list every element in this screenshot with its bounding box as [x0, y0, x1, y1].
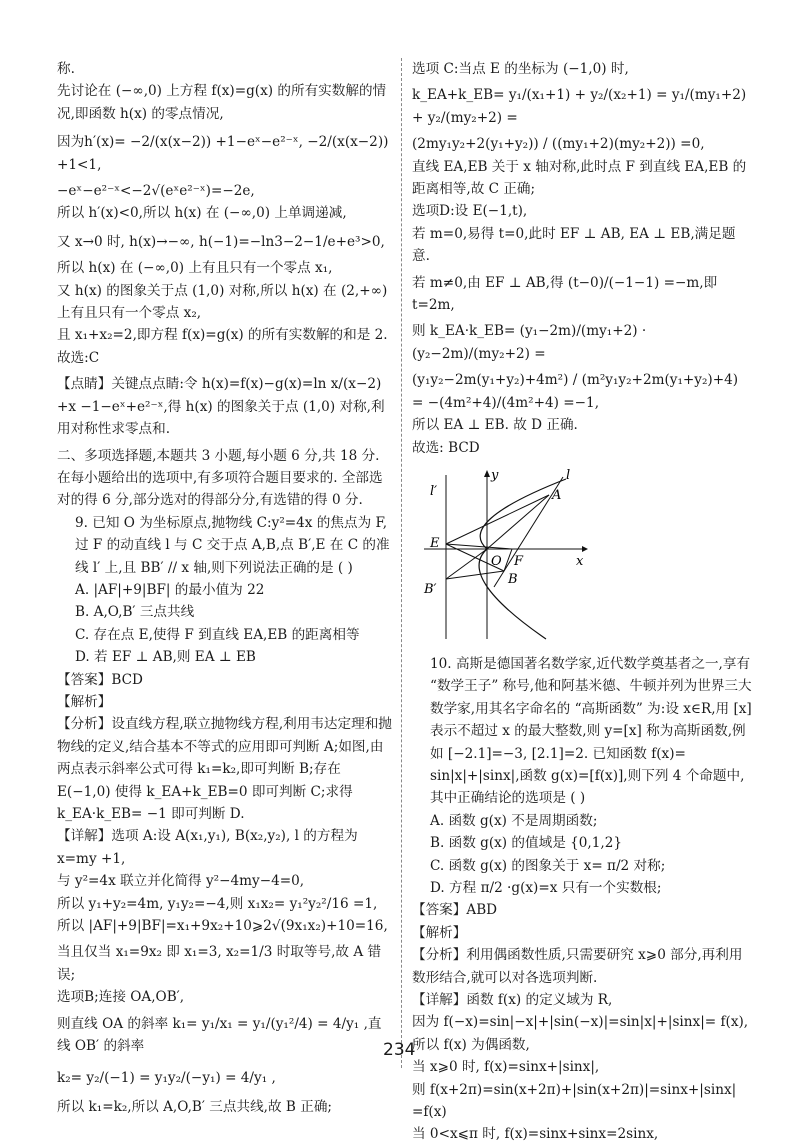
- y-axis-arrow: [484, 470, 490, 477]
- label-l: l: [566, 467, 571, 483]
- label-a: A: [552, 487, 562, 503]
- text-line: −eˣ−e²⁻ˣ<−2√(eˣe²⁻ˣ)=−2e,: [57, 183, 255, 200]
- text-line: k_EA+k_EB= y₁/(x₁+1) + y₂/(x₂+1) = y₁/(my₁+2) + y₂/(my₂+2) =: [412, 87, 747, 126]
- text-line: (y₁y₂−2m(y₁+y₂)+4m²) / (m²y₁y₂+2m(y₁+y₂)+4) = −(4m²+4)/(4m²+4) =−1,: [412, 372, 739, 411]
- text-line: 【分析】利用偶函数性质,只需要研究 x⩾0 部分,再利用数形结合,就可以对各选项判断.: [412, 947, 743, 986]
- text-line: k₂= y₂/(−1) = y₁y₂/(−y₁) = 4/y₁ ,: [57, 1070, 276, 1087]
- label-o: O: [491, 553, 502, 569]
- label-l-prime: l′: [430, 483, 438, 499]
- text-line: 所以 y₁+y₂=4m, y₁y₂=−4,则 x₁x₂= y₁²y₂²/16 =1,: [57, 895, 378, 912]
- page-number: 234: [383, 1040, 416, 1060]
- text-line: 故选: BCD: [412, 439, 480, 456]
- segment-oa: [487, 495, 549, 549]
- label-e: E: [430, 535, 440, 551]
- text-line: 又 h(x) 的图象关于点 (1,0) 对称,所以 h(x) 在 (2,+∞) 上有且只有一个零点 x₂,: [57, 282, 388, 322]
- text-line: 因为 f(−x)=sin|−x|+|sin(−x)|=sin|x|+|sinx|= f(x),所以 f(x) 为偶函数,: [412, 1014, 749, 1053]
- option-b: B. 函数 g(x) 的值域是 {0,1,2}: [430, 835, 623, 852]
- option-c: C. 存在点 E,使得 F 到直线 EA,EB 的距离相等: [75, 626, 360, 643]
- question-9: 9. 已知 O 为坐标原点,抛物线 C:y²=4x 的焦点为 F,过 F 的动直线 l 与 C 交于点 A,B,点 B′,E 在 C 的准线 l′ 上,且 BB′ // x 轴,则下列说法正确的是 ( ): [75, 514, 390, 576]
- text-line: 所以 h(x) 在 (−∞,0) 上有且只有一个零点 x₁,: [57, 260, 333, 277]
- text-line: 【详解】选项 A:设 A(x₁,y₁), B(x₂,y₂), l 的方程为 x=my +1,: [57, 828, 358, 867]
- text-line: 则 f(x+2π)=sin(x+2π)+|sin(x+2π)|=sinx+|sinx| =f(x): [412, 1081, 737, 1121]
- text-line: 故选:C: [57, 349, 100, 366]
- text-line: 且 x₁+x₂=2,即方程 f(x)=g(x) 的所有实数解的和是 2.: [57, 327, 388, 344]
- analysis-label: 【解析】: [57, 693, 112, 710]
- text-line: 【详解】函数 f(x) 的定义域为 R,: [412, 992, 613, 1008]
- text-line: 选项D:设 E(−1,t),: [412, 203, 528, 220]
- text-line: 选项 C:当点 E 的坐标为 (−1,0) 时,: [412, 61, 629, 77]
- option-b: B. A,O,B′ 三点共线: [75, 604, 195, 621]
- label-b: B: [508, 571, 518, 587]
- text-line: 若 m≠0,由 EF ⊥ AB,得 (t−0)/(−1−1) =−m,即 t=2m,: [412, 274, 718, 314]
- segment-ea: [446, 495, 549, 544]
- text-line: 所以 EA ⊥ EB. 故 D 正确.: [412, 417, 578, 434]
- text-line: 称.: [57, 61, 75, 77]
- text-line: 所以 h′(x)<0,所以 h(x) 在 (−∞,0) 上单调递减,: [57, 205, 347, 222]
- text-line: 与 y²=4x 联立并化简得 y²−4my−4=0,: [57, 873, 305, 890]
- analysis-label: 【解析】: [412, 924, 467, 941]
- section-heading: 二、多项选择题,本题共 3 小题,每小题 6 分,共 18 分. 在每小题给出的选项中,有多项符合题目要求的. 全部选对的得 6 分,部分选对的得部分分,有选错的得 0 分.: [57, 447, 383, 509]
- text-line: 选项B;连接 OA,OB′,: [57, 989, 185, 1006]
- text-line: 当 x⩾0 时, f(x)=sinx+|sinx|,: [412, 1059, 600, 1076]
- text-line: (2my₁y₂+2(y₁+y₂)) / ((my₁+2)(my₂+2)) =0,: [412, 136, 705, 153]
- option-d: D. 若 EF ⊥ AB,则 EA ⊥ EB: [75, 649, 256, 666]
- label-x: x: [576, 553, 584, 569]
- left-column: [57, 58, 392, 1118]
- column-divider: [401, 58, 402, 1068]
- text-line: 所以 |AF|+9|BF|=x₁+9x₂+10⩾2√(9x₁x₂)+10=16,: [57, 918, 388, 935]
- answer-label: 【答案】BCD: [57, 671, 143, 688]
- question-10: 10. 高斯是德国著名数学家,近代数学奠基者之一,享有 “数学王子” 称号,他和阿基米德、牛顿并列为世界三大数学家,用其名字命名的 “高斯函数” 为:设 x∈R,用 [x] 表示不超过 x 的最大整数,则 y=[x] 称为高斯函数,例如 [−2.1]=−3, [2.1]=2. 已知函数 f(x)= sin|x|+|sinx|,函数 g(x)=[f(x)],则下列 4 个命题中,其中正确结论的选项是 ( ): [430, 655, 752, 807]
- text-line: 直线 EA,EB 关于 x 轴对称,此时点 F 到直线 EA,EB 的距离相等,故 C 正确;: [412, 158, 747, 198]
- x-axis-arrow: [582, 546, 588, 552]
- text-line: 【分析】设直线方程,联立抛物线方程,利用韦达定理和抛物线的定义,结合基本不等式的应用即可判断 A;如图,由两点表示斜率公式可得 k₁=k₂,即可判断 B;存在 E(−1,0) 使得 k_EA+k_EB=0 即可判断 C;求得 k_EA·k_EB= −1 即可判断 D.: [57, 716, 392, 822]
- text-line: 若 m=0,易得 t=0,此时 EF ⊥ AB, EA ⊥ EB,满足题意.: [412, 225, 736, 265]
- text-line: 当且仅当 x₁=9x₂ 即 x₁=3, x₂=1/3 时取等号,故 A 错误;: [57, 944, 382, 983]
- text-line: 当 0<x⩽π 时, f(x)=sinx+sinx=2sinx,: [412, 1126, 659, 1143]
- option-c: C. 函数 g(x) 的图象关于 x= π/2 对称;: [430, 857, 666, 874]
- option-d: D. 方程 π/2 ·g(x)=x 只有一个实数根;: [430, 879, 662, 896]
- label-y: y: [491, 467, 499, 483]
- label-b-prime: B′: [424, 581, 437, 597]
- text-line: 先讨论在 (−∞,0) 上方程 f(x)=g(x) 的所有实数解的情况,即函数 h(x) 的零点情况,: [57, 83, 387, 122]
- option-a: A. |AF|+9|BF| 的最小值为 22: [75, 581, 265, 598]
- text-line: 因为h′(x)= −2/(x(x−2)) +1−eˣ−e²⁻ˣ, −2/(x(x−2)) +1<1,: [57, 134, 389, 173]
- right-column: [412, 58, 752, 1146]
- key-point: 【点睛】关键点点睛:令 h(x)=f(x)−g(x)=ln x/(x−2) +x −1−eˣ+e²⁻ˣ,得 h(x) 的图象关于点 (1,0) 对称,利用对称性求零点和.: [57, 376, 385, 438]
- text-line: 则直线 OA 的斜率 k₁= y₁/x₁ = y₁/(y₁²/4) = 4/y₁ ,直线 OB′ 的斜率: [57, 1015, 382, 1055]
- text-line: 又 x→0 时, h(x)→−∞, h(−1)=−ln3−2−1/e+e³>0,: [57, 233, 385, 250]
- parabola-figure: [416, 467, 596, 647]
- option-a: A. 函数 g(x) 不是周期函数;: [430, 812, 598, 829]
- answer-label: 【答案】ABD: [412, 902, 498, 919]
- text-line: 所以 k₁=k₂,所以 A,O,B′ 三点共线,故 B 正确;: [57, 1098, 332, 1115]
- text-line: 则 k_EA·k_EB= (y₁−2m)/(my₁+2) · (y₂−2m)/(my₂+2) =: [412, 323, 647, 362]
- label-f: F: [514, 553, 524, 569]
